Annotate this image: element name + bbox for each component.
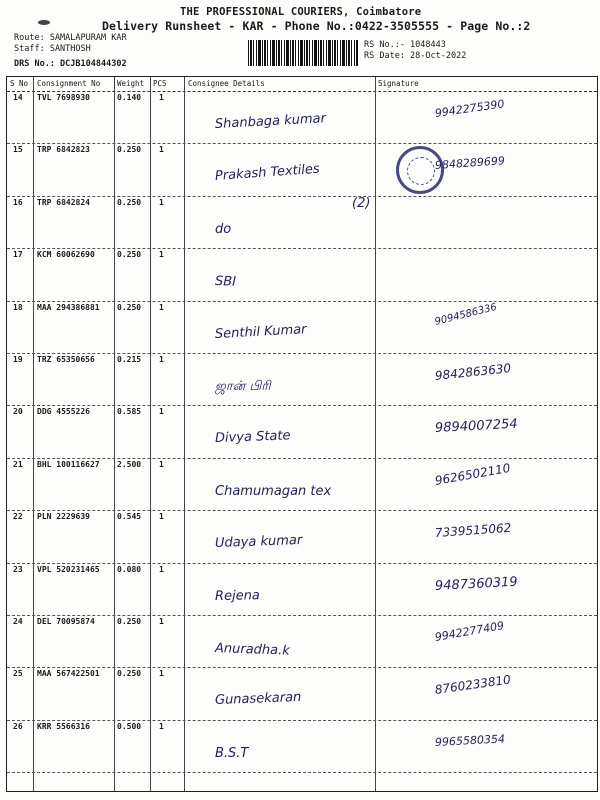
weight-cell: 0.080 bbox=[117, 564, 142, 574]
weight-cell: 0.140 bbox=[117, 93, 142, 102]
signature-phone: 9848289699 bbox=[434, 154, 506, 173]
sno-cell: 15 bbox=[13, 145, 23, 155]
pcs-cell: 1 bbox=[159, 721, 164, 731]
sno-cell: 22 bbox=[13, 512, 23, 522]
consignment-cell: TVL 7698930 bbox=[37, 93, 90, 102]
consignment-cell: VPL 520231465 bbox=[37, 564, 100, 574]
consignee-handwriting: ஜான் பிரி bbox=[215, 379, 271, 394]
table-row bbox=[7, 720, 597, 773]
signature-phone: 8760233810 bbox=[434, 672, 512, 698]
pcs-cell: 1 bbox=[159, 93, 164, 102]
row-annotation: (2) bbox=[352, 196, 371, 211]
consignment-cell: TRP 6842823 bbox=[37, 145, 90, 155]
barcode bbox=[248, 40, 358, 66]
consignee-handwriting: Anuradha.k bbox=[214, 641, 291, 659]
consignment-cell: DDG 4555226 bbox=[37, 407, 90, 417]
consignee-handwriting: Prakash Textiles bbox=[214, 162, 321, 185]
consignment-cell: KRR 5566316 bbox=[37, 721, 90, 731]
consignee-handwriting: Gunasekaran bbox=[214, 690, 302, 709]
consignment-cell: DEL 70095874 bbox=[37, 617, 95, 626]
signature-phone: 9942275390 bbox=[434, 97, 506, 120]
consignment-cell: BHL 100116627 bbox=[37, 459, 100, 469]
sno-cell: 21 bbox=[13, 459, 23, 469]
table-header bbox=[7, 77, 597, 92]
consignment-cell: TRP 6842824 bbox=[37, 197, 90, 207]
signature-phone: 9965580354 bbox=[434, 732, 506, 749]
route-label: Route: SAMALAPURAM KAR bbox=[14, 33, 127, 43]
consignee-handwriting: SBI bbox=[214, 274, 237, 290]
signature-phone: 9626502110 bbox=[433, 460, 512, 488]
table-row bbox=[7, 458, 597, 511]
consignee-handwriting: Divya State bbox=[214, 428, 291, 447]
consignment-cell: MAA 294386881 bbox=[37, 302, 100, 312]
pcs-cell: 1 bbox=[159, 355, 164, 364]
ink-mark bbox=[38, 20, 50, 25]
pcs-cell: 1 bbox=[159, 564, 164, 574]
consignee-handwriting: do bbox=[215, 221, 232, 237]
pcs-cell: 1 bbox=[159, 197, 164, 207]
weight-cell: 0.500 bbox=[117, 721, 142, 731]
table-row bbox=[7, 563, 597, 616]
consignee-handwriting: Rejena bbox=[214, 587, 260, 604]
weight-cell: 2.500 bbox=[117, 459, 142, 469]
table-row bbox=[7, 143, 597, 196]
consignee-handwriting: Chamumagan tex bbox=[215, 483, 332, 499]
col-consignee: Consignee Details bbox=[188, 79, 265, 88]
signature-phone: 9487360319 bbox=[434, 574, 518, 594]
consignment-cell: TRZ 65350656 bbox=[37, 355, 95, 364]
signature-phone: 9094586336 bbox=[433, 301, 499, 328]
staff-label: Staff: SANTHOSH bbox=[14, 44, 91, 54]
col-weight: Weight bbox=[117, 79, 145, 88]
table-row bbox=[7, 667, 597, 720]
pcs-cell: 1 bbox=[159, 145, 164, 155]
sno-cell: 20 bbox=[13, 407, 23, 417]
signature-phone: 7339515062 bbox=[434, 520, 512, 541]
weight-cell: 0.250 bbox=[117, 302, 142, 312]
table-row bbox=[7, 301, 597, 354]
table-row bbox=[7, 510, 597, 563]
signature-phone: 9942277409 bbox=[433, 618, 506, 644]
weight-cell: 0.250 bbox=[117, 669, 142, 679]
pcs-cell: 1 bbox=[159, 459, 164, 469]
drs-number: DRS No.: DCJB104844302 bbox=[14, 59, 127, 69]
table-row bbox=[7, 353, 597, 406]
pcs-cell: 1 bbox=[159, 669, 164, 679]
sno-cell: 23 bbox=[13, 564, 23, 574]
signature-phone: 9842863630 bbox=[434, 361, 512, 383]
weight-cell: 0.250 bbox=[117, 617, 142, 626]
weight-cell: 0.215 bbox=[117, 355, 142, 364]
sno-cell: 14 bbox=[13, 93, 23, 102]
sno-cell: 24 bbox=[13, 617, 23, 626]
rs-date: RS Date: 28-Oct-2022 bbox=[364, 51, 467, 61]
consignee-handwriting: Shanbaga kumar bbox=[214, 111, 327, 132]
weight-cell: 0.250 bbox=[117, 145, 142, 155]
table-row bbox=[7, 615, 597, 668]
table-row bbox=[7, 248, 597, 301]
table-row bbox=[7, 405, 597, 458]
col-consignment: Consignment No bbox=[37, 79, 101, 88]
runsheet-header bbox=[0, 0, 600, 75]
pcs-cell: 1 bbox=[159, 617, 164, 626]
weight-cell: 0.585 bbox=[117, 407, 142, 417]
weight-cell: 0.250 bbox=[117, 250, 142, 260]
pcs-cell: 1 bbox=[159, 250, 164, 260]
delivery-stamp bbox=[396, 146, 444, 194]
sno-cell: 17 bbox=[13, 250, 23, 260]
sno-cell: 26 bbox=[13, 721, 23, 731]
consignment-cell: PLN 2229639 bbox=[37, 512, 90, 522]
sno-cell: 16 bbox=[13, 197, 23, 207]
pcs-cell: 1 bbox=[159, 302, 164, 312]
sno-cell: 25 bbox=[13, 669, 23, 679]
consignee-handwriting: B.S.T bbox=[215, 745, 249, 761]
sno-cell: 19 bbox=[13, 355, 23, 364]
consignment-cell: MAA 567422501 bbox=[37, 669, 100, 679]
consignee-handwriting: Senthil Kumar bbox=[214, 321, 307, 342]
col-sno: S No bbox=[10, 79, 29, 88]
weight-cell: 0.545 bbox=[117, 512, 142, 522]
runsheet-title: Delivery Runsheet - KAR - Phone No.:0422-3505555 - Page No.:2 bbox=[102, 19, 531, 33]
signature-phone: 9894007254 bbox=[434, 417, 518, 437]
pcs-cell: 1 bbox=[159, 407, 164, 417]
sno-cell: 18 bbox=[13, 302, 23, 312]
rs-number: RS No.:- 1048443 bbox=[364, 40, 446, 50]
consignment-cell: KCM 60062690 bbox=[37, 250, 95, 260]
col-pcs: PCS bbox=[153, 79, 167, 88]
table-row bbox=[7, 196, 597, 249]
company-title: THE PROFESSIONAL COURIERS, Coimbatore bbox=[180, 6, 422, 18]
table-row bbox=[7, 91, 597, 144]
weight-cell: 0.250 bbox=[117, 197, 142, 207]
runsheet-table bbox=[6, 76, 598, 792]
pcs-cell: 1 bbox=[159, 512, 164, 522]
consignee-handwriting: Udaya kumar bbox=[214, 533, 303, 552]
col-signature: Signature bbox=[378, 79, 419, 88]
